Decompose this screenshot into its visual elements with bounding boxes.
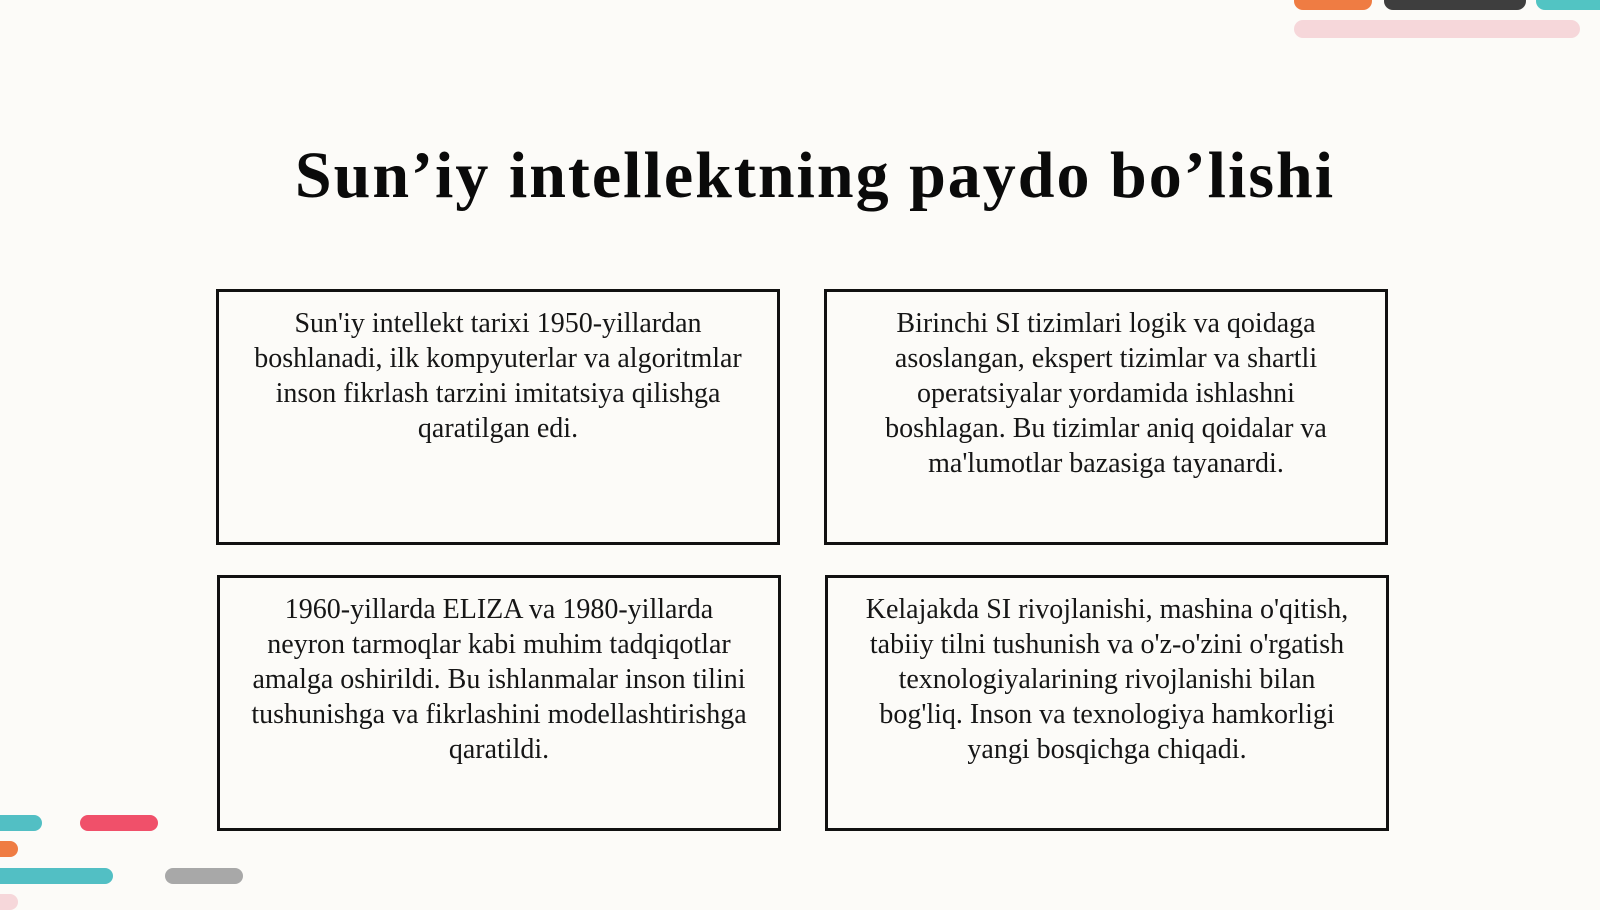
decorative-pill <box>1536 0 1600 10</box>
slide-title: Sun’iy intellektning paydo bo’lishi <box>294 139 1336 212</box>
card-text: Sun'iy intellekt tarixi 1950-yillardan boshlanadi, ilk kompyuterlar va algoritmlar inson fikrlash tarzini imitatsiya qilishga qaratilgan edi. <box>254 308 742 444</box>
card-text: Birinchi SI tizimlari logik va qoidaga asoslangan, ekspert tizimlar va shartli operatsiyalar yordamida ishlashni boshlagan. Bu tizimlar aniq qoidalar va ma'lumotlar bazasiga tayanardi. <box>885 308 1327 479</box>
decorative-pill <box>165 868 243 884</box>
decorative-pill <box>1384 0 1526 10</box>
card-text: Kelajakda SI rivojlanishi, mashina o'qitish, tabiiy tilni tushunish va o'z-o'zini o'rgatish texnologiyalarining rivojlanishi bilan bog'liq. Inson va texnologiya hamkorligi yangi bosqichga chiqadi. <box>865 594 1349 765</box>
decorative-pill <box>1294 0 1372 10</box>
decorative-pill <box>0 841 18 857</box>
info-card <box>216 289 780 545</box>
decorative-pill <box>0 894 18 910</box>
info-card <box>217 575 781 831</box>
info-card <box>825 575 1389 831</box>
decorative-pill <box>0 815 42 831</box>
card-text: 1960-yillarda ELIZA va 1980-yillarda neyron tarmoqlar kabi muhim tadqiqotlar amalga oshirildi. Bu ishlanmalar inson tilini tushunishga va fikrlashini modellashtirishga qaratildi. <box>251 594 747 765</box>
decorative-pill <box>0 868 113 884</box>
decorative-pill <box>1294 20 1580 38</box>
decorative-pill <box>80 815 158 831</box>
info-card <box>824 289 1388 545</box>
